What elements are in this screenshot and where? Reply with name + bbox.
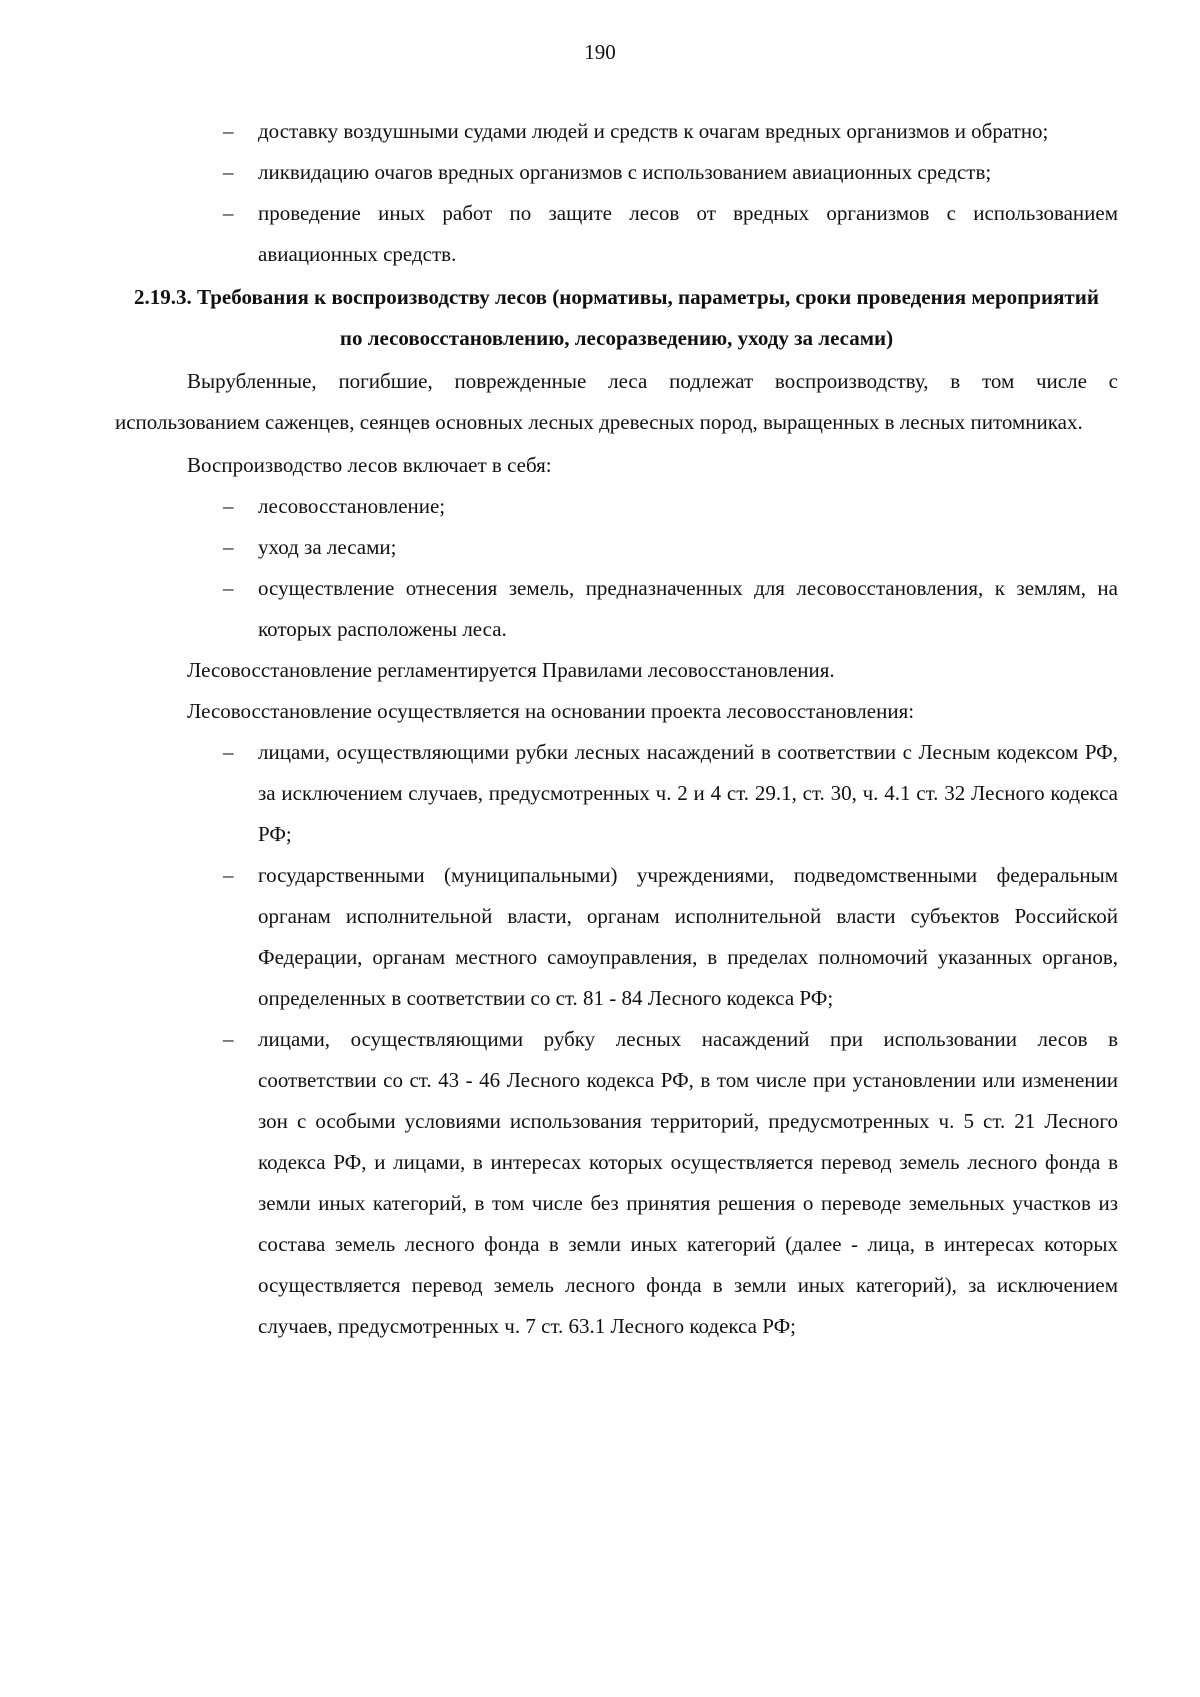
dash-bullet: – bbox=[223, 535, 234, 559]
page-content bbox=[115, 111, 1118, 1347]
list-reproduction-components bbox=[115, 486, 1118, 650]
dash-bullet: – bbox=[223, 494, 234, 518]
paragraph: Воспроизводство лесов включает в себя: bbox=[187, 453, 552, 477]
dash-bullet: – bbox=[223, 160, 234, 184]
paragraph: Лесовосстановление регламентируется Правилами лесовосстановления. bbox=[187, 658, 835, 682]
paragraph: Лесовосстановление осуществляется на основании проекта лесовосстановления: bbox=[187, 699, 915, 723]
list-item: – доставку воздушными судами людей и средств к очагам вредных организмов и обратно; bbox=[115, 111, 1118, 152]
list-item: – лицами, осуществляющими рубку лесных насаждений при использовании лесов в соответствии со ст. 43 - 46 Лесного кодекса РФ, в том числе при установлении или изменении зон с особыми условиями использования территорий, предусмотренных ч. 5 ст. 21 Лесного кодекса РФ, и лицами, в интересах которых осуществляется перевод земель лесного фонда в земли иных категорий, в том числе без принятия решения о переводе земельных участков из состава земель лесного фонда в земли иных категорий (далее - лица, в интересах которых осуществляется перевод земель лесного фонда в земли иных категорий), за исключением случаев, предусмотренных ч. 7 ст. 63.1 Лесного кодекса РФ; bbox=[115, 1019, 1118, 1347]
section-heading: 2.19.3. Требования к воспроизводству лесов (нормативы, параметры, сроки проведения мероприятий по лесовосстановлению, лесоразведению, уходу за лесами) bbox=[134, 285, 1099, 350]
dash-bullet: – bbox=[223, 119, 234, 143]
list-aviation-measures bbox=[115, 111, 1118, 275]
dash-bullet: – bbox=[223, 1027, 234, 1051]
dash-bullet: – bbox=[223, 576, 234, 600]
page-number: 190 bbox=[584, 40, 616, 64]
list-item: – государственными (муниципальными) учреждениями, подведомственными федеральным органам исполнительной власти, органам исполнительной власти субъектов Российской Федерации, органам местного самоуправления, в пределах полномочий указанных органов, определенных в соответствии со ст. 81 - 84 Лесного кодекса РФ; bbox=[115, 855, 1118, 1019]
list-item: – уход за лесами; bbox=[115, 527, 1118, 568]
list-item: – осуществление отнесения земель, предназначенных для лесовосстановления, к землям, на которых расположены леса. bbox=[115, 568, 1118, 650]
dash-bullet: – bbox=[223, 740, 234, 764]
list-item: – проведение иных работ по защите лесов от вредных организмов с использованием авиационных средств. bbox=[115, 193, 1118, 275]
paragraph: Вырубленные, погибшие, поврежденные леса подлежат воспроизводству, в том числе с использованием саженцев, сеянцев основных лесных древесных пород, выращенных в лесных питомниках. bbox=[115, 369, 1118, 434]
list-item: – ликвидацию очагов вредных организмов с использованием авиационных средств; bbox=[115, 152, 1118, 193]
list-item: – лицами, осуществляющими рубки лесных насаждений в соответствии с Лесным кодексом РФ, за исключением случаев, предусмотренных ч. 2 и 4 ст. 29.1, ст. 30, ч. 4.1 ст. 32 Лесного кодекса РФ; bbox=[115, 732, 1118, 855]
list-responsible-parties bbox=[115, 732, 1118, 1347]
dash-bullet: – bbox=[223, 863, 234, 887]
dash-bullet: – bbox=[223, 201, 234, 225]
list-item: – лесовосстановление; bbox=[115, 486, 1118, 527]
